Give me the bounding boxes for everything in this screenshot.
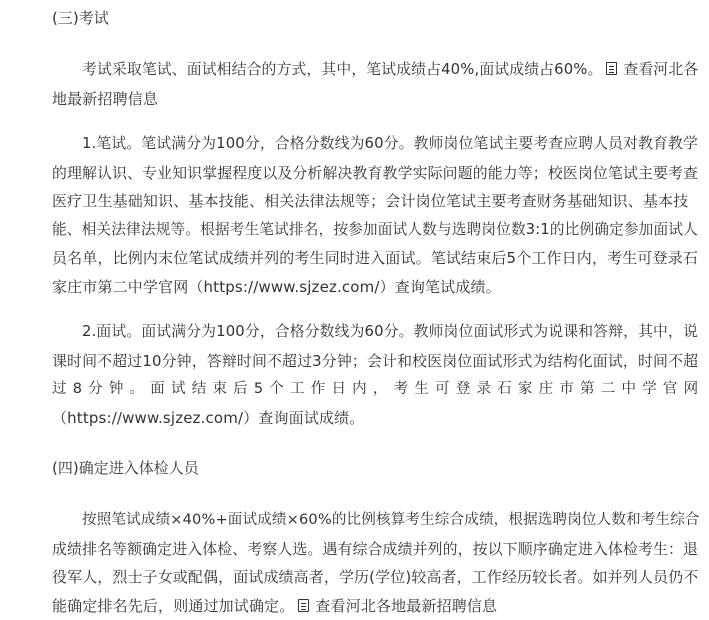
written-line: 的理解认识、专业知识掌握程度以及分析解决教育教学实际问题的能力等；校医岗位笔试主要考查 — [52, 163, 699, 182]
physical-paragraph — [22, 506, 698, 620]
written-line: 医疗卫生基础知识、基本技能、相关法律法规等；会计岗位笔试主要考查财务基础知识、基本技 — [52, 192, 689, 210]
physical-line: 役军人，烈士子女或配偶，面试成绩高者，学历(学位)较高者，工作经历较长者。如并列人员仍不 — [52, 568, 699, 586]
physical-line: 成绩排名等额确定进入体检、考察人选。遇有综合成绩并列的，按以下顺序确定进入体检考生：退 — [52, 539, 699, 558]
recruit-info-link-2[interactable]: 查看河北各地最新招聘信息 — [315, 596, 498, 615]
physical-line: 按照笔试成绩×40%+面试成绩×60%的比例核算考生综合成绩，根据选聘岗位人数和考生综合 — [82, 511, 700, 528]
interview-line: （https://www.sjzez.com/）查询面试成绩。 — [52, 408, 365, 427]
physical-line: 能确定排名先后，则通过加试确定。 — [52, 596, 295, 615]
written-line: 家庄市第二中学官网（https://www.sjzez.com/）查询笔试成绩。 — [52, 277, 501, 296]
interview-paragraph — [22, 318, 705, 432]
section-heading-physical: (四)确定进入体检人员 — [52, 459, 199, 477]
recruit-info-link-1-cont[interactable]: 地最新招聘信息 — [52, 89, 159, 108]
exam-intro-paragraph — [22, 56, 698, 113]
interview-line: 课时间不超过10分钟，答辩时间不超过3分钟；会计和校医岗位面试形式为结构化面试，时间不超 — [52, 351, 699, 370]
written-exam-paragraph — [22, 130, 698, 301]
recruit-info-link-1[interactable]: 查看河北各 — [623, 61, 699, 78]
written-line: 员名单，比例内末位笔试成绩并列的考生同时进入面试。笔试结束后5个工作日内，考生可登录石 — [52, 249, 698, 267]
written-line: 能、相关法律法规等。根据考生笔试排名，按参加面试人数与选聘岗位数3:1的比例确定参加面试人 — [52, 220, 698, 238]
section-heading-exam: (三)考试 — [52, 9, 109, 27]
exam-intro-text: 考试采取笔试、面试相结合的方式，其中，笔试成绩占40%,面试成绩占60%。 — [82, 61, 603, 78]
document-icon — [606, 62, 617, 75]
interview-line: 2.面试。面试满分为100分，合格分数线为60分。教师岗位面试形式为说课和答辩，其中，说 — [82, 323, 698, 340]
interview-line: 过8分钟。面试结束后5个工作日内，考生可登录石家庄市第二中学官网 — [52, 381, 705, 397]
written-line: 1.笔试。笔试满分为100分，合格分数线为60分。教师岗位笔试主要考查应聘人员对教育教学 — [82, 135, 698, 152]
document-icon — [298, 599, 309, 612]
